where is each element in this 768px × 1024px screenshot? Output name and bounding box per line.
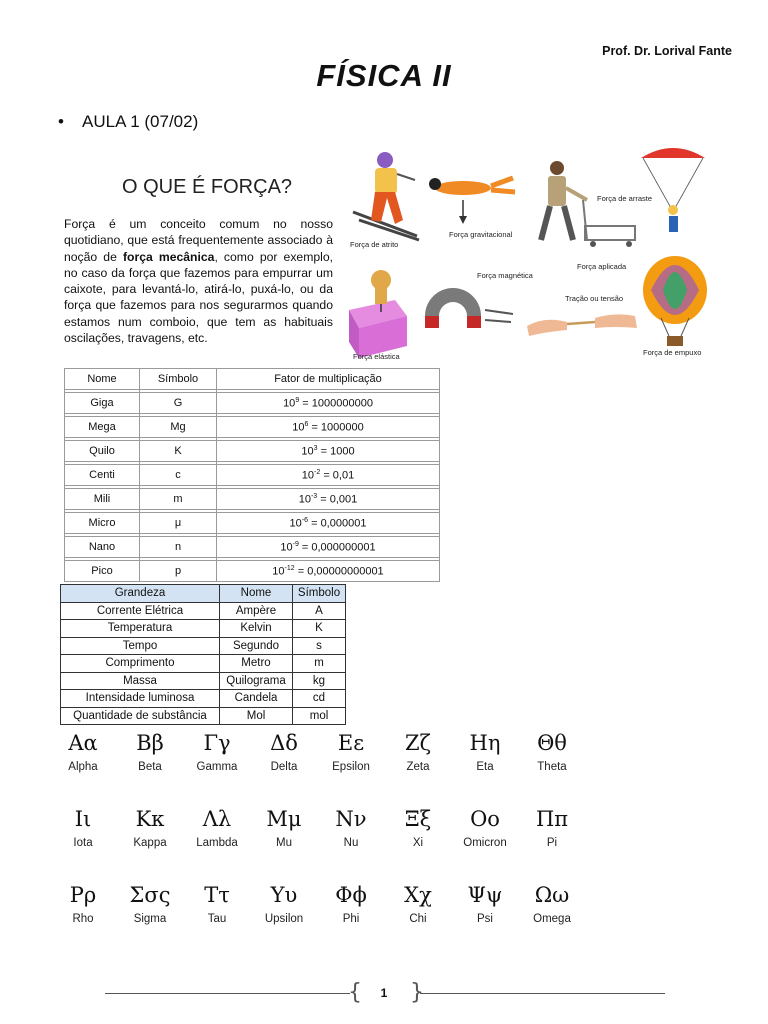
unit-quantity: Quantidade de substância	[61, 707, 220, 725]
units-table-header	[61, 585, 346, 603]
prefix-header-name: Nome	[65, 369, 140, 390]
unit-quantity: Tempo	[61, 637, 220, 655]
units-row	[61, 672, 346, 690]
caption-elastic: Força elástica	[353, 352, 400, 361]
greek-symbol: Δδ	[270, 731, 298, 755]
greek-letter-omega	[519, 882, 585, 926]
units-header-name: Nome	[220, 585, 293, 603]
prefix-symbol: K	[140, 441, 217, 462]
cart-man-image	[541, 161, 635, 247]
units-row	[61, 602, 346, 620]
unit-symbol: s	[293, 637, 346, 655]
greek-name: Kappa	[133, 837, 167, 849]
factor-exponent: -9	[292, 540, 299, 548]
si-units-table	[60, 584, 346, 725]
units-header-quantity: Grandeza	[61, 585, 220, 603]
factor-value: = 1000000000	[299, 397, 373, 410]
greek-name: Gamma	[196, 761, 238, 773]
skier-image	[353, 152, 419, 240]
forces-illustration-art	[345, 140, 710, 365]
greek-letter-zeta	[385, 730, 451, 774]
prefix-name: Mega	[65, 417, 140, 438]
greek-letter-gamma	[184, 730, 250, 774]
greek-letter-upsilon	[251, 882, 317, 926]
prefix-name: Micro	[65, 513, 140, 534]
greek-symbol: Υυ	[270, 883, 298, 907]
unit-quantity: Intensidade luminosa	[61, 690, 220, 708]
factor-value: = 0,00000000001	[294, 565, 384, 578]
prefix-row	[65, 489, 440, 510]
prefix-symbol: Mg	[140, 417, 217, 438]
factor-exponent: -6	[301, 516, 309, 524]
greek-symbol: Ππ	[535, 807, 569, 831]
unit-symbol: K	[293, 620, 346, 638]
prefix-symbol: G	[140, 393, 217, 414]
factor-exponent: 9	[295, 396, 300, 404]
prefix-name: Centi	[65, 465, 140, 486]
prefix-table-header	[65, 369, 440, 390]
factor-value: = 0,01	[320, 469, 355, 482]
caption-magnetic: Força magnética	[477, 271, 533, 280]
unit-symbol: kg	[293, 672, 346, 690]
factor-value: = 1000000	[308, 421, 364, 434]
prefix-factor	[217, 537, 440, 558]
greek-symbol: Νν	[335, 807, 367, 831]
factor-value: = 0,001	[317, 493, 358, 506]
balloon-image	[643, 256, 707, 346]
bullet-marker: •	[58, 112, 64, 131]
units-row	[61, 637, 346, 655]
units-row	[61, 707, 346, 725]
unit-name: Candela	[220, 690, 293, 708]
factor-base: 10	[289, 517, 302, 530]
greek-name: Zeta	[406, 761, 430, 773]
greek-letter-rho	[50, 882, 116, 926]
greek-symbol: Ττ	[204, 883, 230, 907]
factor-base: 10	[298, 493, 311, 506]
greek-name: Tau	[207, 913, 227, 925]
prefix-factor	[217, 465, 440, 486]
caption-gravitational: Força gravitacional	[449, 230, 513, 239]
greek-symbol: Θθ	[537, 731, 567, 755]
greek-symbol: Σσς	[129, 883, 171, 907]
prefix-name: Giga	[65, 393, 140, 414]
prefix-factor	[217, 393, 440, 414]
greek-symbol: Ββ	[136, 731, 164, 755]
prefix-symbol: m	[140, 489, 217, 510]
greek-name: Theta	[537, 761, 567, 773]
prefix-row	[65, 537, 440, 558]
lesson-bullet-item	[58, 112, 198, 132]
greek-letter-eta	[452, 730, 518, 774]
unit-name: Mol	[220, 707, 293, 725]
factor-value: = 0,000001	[308, 517, 367, 530]
prefix-name: Nano	[65, 537, 140, 558]
caption-buoyancy: Força de empuxo	[643, 348, 702, 357]
greek-letter-lambda	[184, 806, 250, 850]
intro-text-start: Força é um conceito comum no nosso quotidiano, que está frequentemente associado à noção de	[64, 217, 333, 264]
greek-letter-mu	[251, 806, 317, 850]
greek-name: Phi	[342, 913, 360, 925]
prefix-header-factor: Fator de multiplicação	[217, 369, 440, 390]
prefix-table	[64, 368, 440, 582]
greek-symbol: Ζζ	[405, 731, 431, 755]
prefix-factor	[217, 441, 440, 462]
greek-symbol: Μμ	[266, 807, 302, 831]
skydiver-image	[429, 178, 515, 224]
greek-letter-nu	[318, 806, 384, 850]
greek-symbol: Ξξ	[404, 807, 432, 831]
prefix-factor	[217, 489, 440, 510]
factor-value: = 0,000000001	[298, 541, 376, 554]
greek-symbol: Αα	[68, 731, 98, 755]
greek-name: Omega	[533, 913, 571, 925]
unit-quantity: Temperatura	[61, 620, 220, 638]
unit-quantity: Corrente Elétrica	[61, 602, 220, 620]
forces-illustration	[345, 140, 710, 365]
greek-name: Beta	[138, 761, 162, 773]
prefix-name: Pico	[65, 561, 140, 582]
magnet-image	[425, 288, 513, 328]
greek-letter-theta	[519, 730, 585, 774]
section-title: O QUE É FORÇA?	[122, 176, 293, 198]
greek-symbol: Ηη	[469, 731, 501, 755]
unit-symbol: A	[293, 602, 346, 620]
intro-text-end: , como por exemplo, no caso da força que fazemos para empurrar um caixote, para levantá-lo, atirá-lo, puxá-lo, ou da força que fazemos para nos segurarmos quando estamos num comboio, que tem as habituais oscilações, travagens, etc.	[64, 249, 333, 346]
greek-letter-kappa	[117, 806, 183, 850]
greek-name: Omicron	[463, 837, 507, 849]
greek-name: Nu	[343, 837, 359, 849]
units-row	[61, 655, 346, 673]
footer-brace-left: {	[348, 980, 362, 1005]
unit-symbol: mol	[293, 707, 346, 725]
page-title: FÍSICA II	[316, 58, 452, 93]
unit-name: Ampère	[220, 602, 293, 620]
factor-base: 10	[301, 469, 315, 482]
prefix-factor	[217, 417, 440, 438]
greek-name: Iota	[73, 837, 93, 849]
factor-base: 10	[292, 421, 305, 434]
unit-name: Metro	[220, 655, 293, 673]
factor-base: 10	[283, 397, 296, 410]
unit-symbol: m	[293, 655, 346, 673]
greek-symbol: Ψψ	[467, 883, 503, 907]
factor-exponent: -3	[310, 492, 318, 500]
factor-exponent: 6	[304, 420, 309, 428]
greek-name: Alpha	[68, 761, 98, 773]
greek-letter-chi	[385, 882, 451, 926]
units-table-body	[61, 602, 346, 725]
intro-paragraph	[64, 216, 333, 346]
greek-symbol: Φϕ	[335, 883, 367, 907]
prefix-symbol: c	[140, 465, 217, 486]
lesson-label: AULA 1 (07/02)	[82, 112, 199, 131]
caption-applied: Força aplicada	[577, 262, 627, 271]
factor-base: 10	[280, 541, 293, 554]
greek-letter-xi	[385, 806, 451, 850]
page-number: 1	[380, 986, 388, 1000]
factor-exponent: 3	[313, 444, 318, 452]
greek-letter-alpha	[50, 730, 116, 774]
greek-name: Mu	[276, 837, 292, 849]
greek-letter-omicron	[452, 806, 518, 850]
caption-drag: Força de arraste	[597, 194, 653, 203]
prefix-row	[65, 465, 440, 486]
intro-text-bold: força mecânica	[122, 249, 215, 264]
greek-name: Sigma	[133, 913, 167, 925]
greek-symbol: Γγ	[203, 731, 231, 755]
greek-letter-pi	[519, 806, 585, 850]
unit-quantity: Comprimento	[61, 655, 220, 673]
greek-letter-beta	[117, 730, 183, 774]
greek-letter-epsilon	[318, 730, 384, 774]
greek-symbol: Εε	[337, 731, 365, 755]
greek-symbol: Ιι	[74, 807, 92, 831]
prefix-symbol: p	[140, 561, 217, 582]
prefix-row	[65, 441, 440, 462]
greek-letter-delta	[251, 730, 317, 774]
units-row	[61, 690, 346, 708]
greek-letter-psi	[452, 882, 518, 926]
unit-name: Kelvin	[220, 620, 293, 638]
prefix-name: Quilo	[65, 441, 140, 462]
prefix-factor	[217, 561, 440, 582]
tension-hands-image	[527, 314, 637, 336]
prefix-row	[65, 393, 440, 414]
prefix-name: Mili	[65, 489, 140, 510]
greek-name: Eta	[476, 761, 494, 773]
caption-friction: Força de atrito	[350, 240, 399, 249]
greek-name: Delta	[270, 761, 298, 773]
greek-name: Xi	[412, 837, 424, 849]
units-row	[61, 620, 346, 638]
unit-name: Quilograma	[220, 672, 293, 690]
greek-name: Epsilon	[332, 761, 370, 773]
unit-quantity: Massa	[61, 672, 220, 690]
greek-name: Psi	[477, 913, 493, 925]
prefix-row	[65, 417, 440, 438]
parachute-image	[641, 148, 705, 232]
unit-name: Segundo	[220, 637, 293, 655]
greek-name: Pi	[546, 837, 558, 849]
greek-letter-phi	[318, 882, 384, 926]
greek-symbol: Οο	[470, 807, 500, 831]
greek-symbol: Λλ	[202, 807, 232, 831]
prefix-header-symbol: Símbolo	[140, 369, 217, 390]
caption-tension: Tração ou tensão	[565, 294, 624, 303]
greek-name: Lambda	[196, 837, 238, 849]
author-name: Prof. Dr. Lorival Fante	[602, 44, 732, 58]
prefix-row	[65, 513, 440, 534]
greek-symbol: Ρρ	[69, 883, 97, 907]
prefix-factor	[217, 513, 440, 534]
factor-exponent: -2	[314, 468, 321, 476]
prefix-symbol: n	[140, 537, 217, 558]
greek-letter-sigma	[117, 882, 183, 926]
units-header-symbol: Símbolo	[293, 585, 346, 603]
factor-base: 10	[301, 445, 314, 458]
greek-symbol: Κκ	[135, 807, 165, 831]
greek-symbol: Χχ	[404, 883, 432, 907]
footer-brace-right: }	[410, 980, 424, 1005]
greek-name: Rho	[72, 913, 94, 925]
cat-box-image	[349, 270, 407, 358]
factor-base: 10	[272, 565, 285, 578]
factor-value: = 1000	[317, 445, 355, 458]
greek-name: Upsilon	[264, 913, 304, 925]
greek-symbol: Ωω	[534, 883, 570, 907]
greek-name: Chi	[409, 913, 427, 925]
factor-exponent: -12	[284, 564, 295, 572]
greek-letter-iota	[50, 806, 116, 850]
prefix-symbol: μ	[140, 513, 217, 534]
prefix-table-body	[65, 390, 440, 582]
greek-letter-tau	[184, 882, 250, 926]
prefix-row	[65, 561, 440, 582]
unit-symbol: cd	[293, 690, 346, 708]
